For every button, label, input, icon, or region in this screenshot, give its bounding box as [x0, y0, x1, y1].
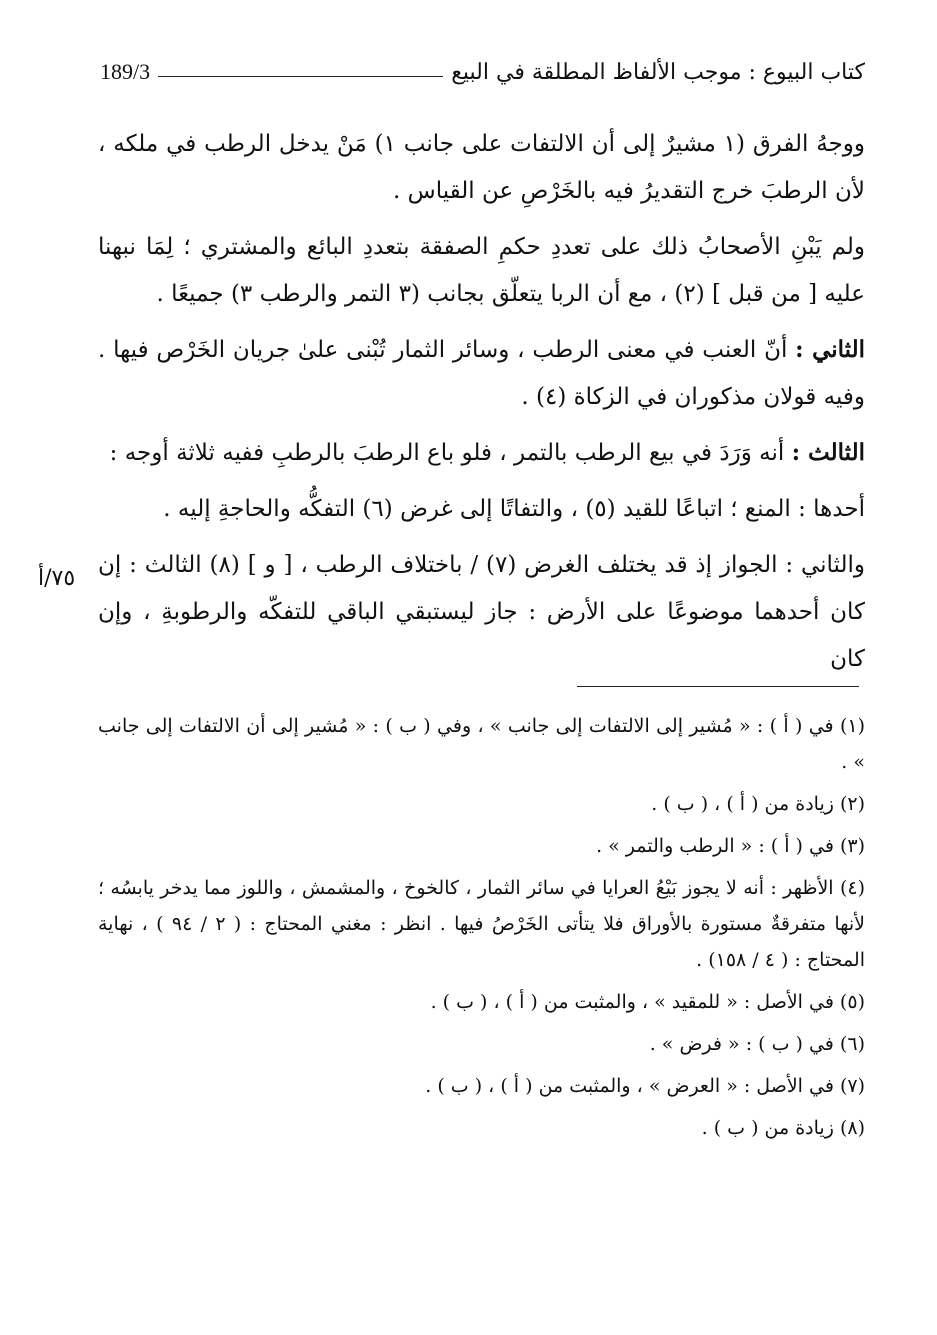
paragraph-text: أحدها : المنع ؛ اتباعًا للقيد (٥) ، والتفاتًا إلى غرض (٦) التفكُّه والحاجةِ إليه . — [163, 496, 865, 522]
paragraph-lead: الثالث : — [791, 439, 865, 466]
footnote: (٣) في ( أ ) : « الرطب والتمر » . — [596, 835, 865, 857]
footnote-separator — [577, 686, 859, 687]
page-reference: 189/3 — [100, 59, 151, 84]
footnote: (٤) الأظهر : أنه لا يجوز بَيْعُ العرايا في سائر الثمار ، كالخوخ ، والمشمش ، واللوز مما يدخر يابسُه ؛ لأنها متفرقةٌ مستورة بالأوراق فلا يتأتى الخَرْصُ فيها . انظر : مغني المحتاج : ( ٢ / ٩٤ ) ، نهاية المحتاج : ( ٤ / ١٥٨) . — [98, 877, 866, 971]
running-header — [100, 52, 865, 92]
paragraph-text: والثاني : الجواز إذ قد يختلف الغرض (٧) / باختلاف الرطب ، [ و ] (٨) الثالث : إن كان أحدهما موضوعًا على الأرض : جاز ليستبقي الباقي للتفكّه والرطوبةِ ، وإن كان — [98, 552, 866, 672]
manuscript-folio-note: ٧٥/أ — [38, 566, 76, 591]
header-title: كتاب البيوع : موجب الألفاظ المطلقة في البيع — [451, 59, 865, 85]
paragraph — [98, 485, 865, 533]
footnote: (٨) زيادة من ( ب ) . — [701, 1117, 865, 1139]
footnote: (٧) في الأصل : « العرض » ، والمثبت من ( أ ) ، ( ب ) . — [425, 1075, 865, 1097]
footnotes — [98, 708, 865, 1152]
paragraph — [98, 223, 865, 318]
paragraph-text: أنه وَرَدَ في بيع الرطب بالتمر ، فلو باع الرطبَ بالرطبِ ففيه ثلاثة أوجه : — [109, 440, 785, 466]
footnote: (١) في ( أ ) : « مُشير إلى الالتفات إلى جانب » ، وفي ( ب ) : « مُشير إلى أن الالتفات إلى جانب » . — [98, 715, 865, 773]
paragraph-text: ولم يَبْنِ الأصحابُ ذلك على تعددِ حكمِ الصفقة بتعددِ البائع والمشتري ؛ لِمَا نبهنا عليه [ من قبل ] (٢) ، مع أن الربا يتعلّق بجانب (٣ التمر والرطب ٣) جميعًا . — [98, 234, 865, 307]
paragraph-text: ووجهُ الفرق (١ مشيرٌ إلى أن الالتفات على جانب ١) مَنْ يدخل الرطب في ملكه ، لأن الرطبَ خرج التقديرُ فيه بالخَرْصِ عن القياس . — [98, 131, 866, 204]
header-rule — [158, 76, 443, 77]
paragraph — [98, 326, 865, 421]
paragraph — [98, 120, 865, 215]
paragraph — [98, 541, 865, 683]
footnote: (٥) في الأصل : « للمقيد » ، والمثبت من ( أ ) ، ( ب ) . — [430, 991, 865, 1013]
main-text — [98, 120, 865, 691]
paragraph-lead: الثاني : — [795, 336, 866, 363]
footnote: (٦) في ( ب ) : « فرض » . — [649, 1033, 865, 1055]
paragraph — [98, 429, 865, 477]
footnote: (٢) زيادة من ( أ ) ، ( ب ) . — [651, 793, 865, 815]
paragraph-text: أنّ العنب في معنى الرطب ، وسائر الثمار تُبْنى علىٰ جريان الخَرْص فيها . وفيه قولان مذكوران في الزكاة (٤) . — [98, 337, 865, 410]
